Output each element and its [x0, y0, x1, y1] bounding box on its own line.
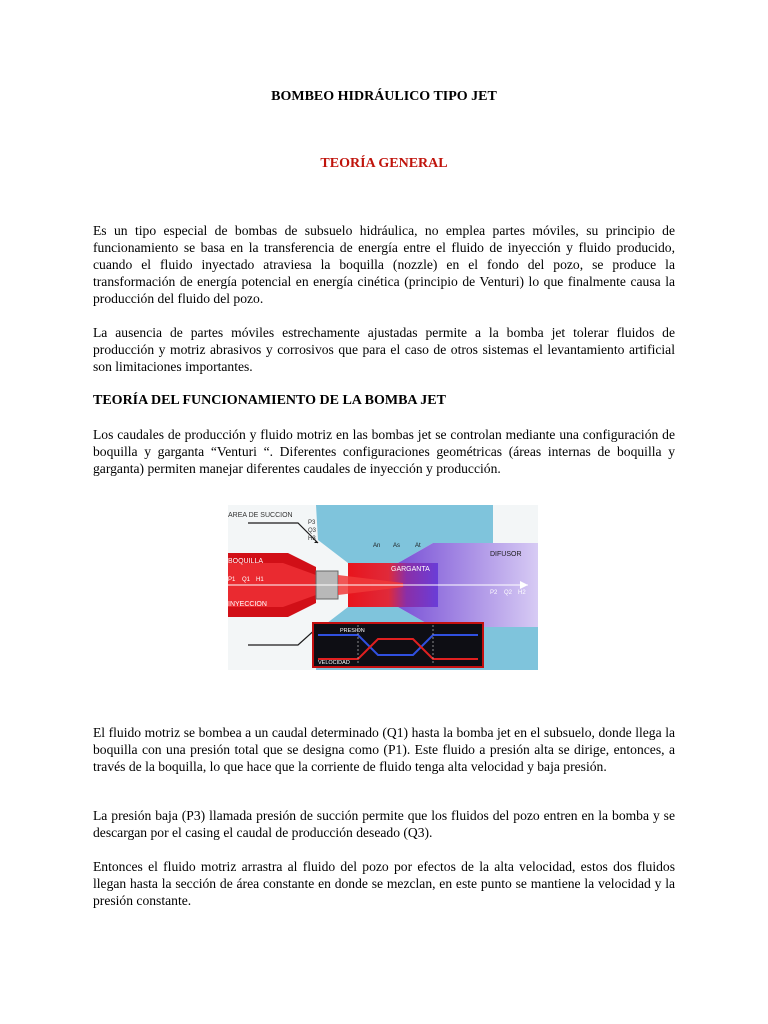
- document-title: BOMBEO HIDRÁULICO TIPO JET: [271, 89, 497, 104]
- label-area-succion: AREA DE SUCCION: [228, 512, 293, 519]
- label-h3: H3: [308, 536, 316, 542]
- label-garganta: GARGANTA: [391, 566, 430, 573]
- label-p1: P1: [228, 577, 236, 583]
- label-q3: Q3: [308, 528, 317, 534]
- label-difusor: DIFUSOR: [490, 551, 522, 558]
- paragraph-fluido-motriz: El fluido motriz se bombea a un caudal determinado (Q1) hasta la bomba jet en el subsuelo, donde llega la boquilla con una presión total que se designa como (P1). Este fluido a presión alta se dirige, entonces, a través de la boquilla, lo que hace que la corriente de fluido tenga alta velocidad y baja presión.: [93, 725, 675, 774]
- label-an: An: [373, 543, 381, 549]
- label-p3: P3: [308, 520, 316, 526]
- section-heading: TEORÍA DEL FUNCIONAMIENTO DE LA BOMBA JET: [93, 393, 446, 408]
- label-inyeccion: INYECCION: [228, 601, 267, 608]
- jet-pump-diagram: [228, 505, 538, 670]
- label-boquilla: BOQUILLA: [228, 558, 264, 565]
- label-at: At: [415, 543, 421, 549]
- label-h2: H2: [518, 590, 526, 596]
- label-as: As: [393, 543, 401, 549]
- label-presion: PRESION: [340, 628, 365, 634]
- paragraph-intro: Es un tipo especial de bombas de subsuelo hidráulica, no emplea partes móviles, su principio de funcionamiento se basa en la transferencia de energía entre el fluido de inyección y fluido producido, cuando el fluido inyectado atraviesa la boquilla (nozzle) en el fondo del pozo, se produce la transformación de energía potencial en energía cinética (principio de Venturi) lo que finalmente causa la producción del fluido del pozo.: [93, 223, 675, 306]
- paragraph-presion-baja: La presión baja (P3) llamada presión de succión permite que los fluidos del pozo entren en la bomba y se descargan por el casing el caudal de producción deseado (Q3).: [93, 808, 675, 840]
- paragraph-arrastre: Entonces el fluido motriz arrastra al fluido del pozo por efectos de la alta velocidad, estos dos fluidos llegan hasta la sección de área constante en donde se mezclan, en este punto se mantiene la velocidad y la presión constante.: [93, 859, 675, 908]
- label-p2: P2: [490, 590, 498, 596]
- label-q2: Q2: [504, 590, 513, 596]
- label-h1: H1: [256, 577, 264, 583]
- paragraph-caudales: Los caudales de producción y fluido motriz en las bombas jet se controlan mediante una configuración de boquilla y garganta “Venturi “. Diferentes configuraciones geométricas (áreas internas de boquilla y garganta) permiten manejar diferentes caudales de inyección y producción.: [93, 427, 675, 476]
- section-subtitle: TEORÍA GENERAL: [320, 156, 448, 171]
- label-velocidad: VELOCIDAD: [318, 660, 350, 666]
- paragraph-ausencia: La ausencia de partes móviles estrechamente ajustadas permite a la bomba jet tolerar fluidos de producción y motriz abrasivos y corrosivos que para el caso de otros sistemas el levantamiento artificial son limitaciones importantes.: [93, 325, 675, 374]
- label-q1: Q1: [242, 577, 251, 583]
